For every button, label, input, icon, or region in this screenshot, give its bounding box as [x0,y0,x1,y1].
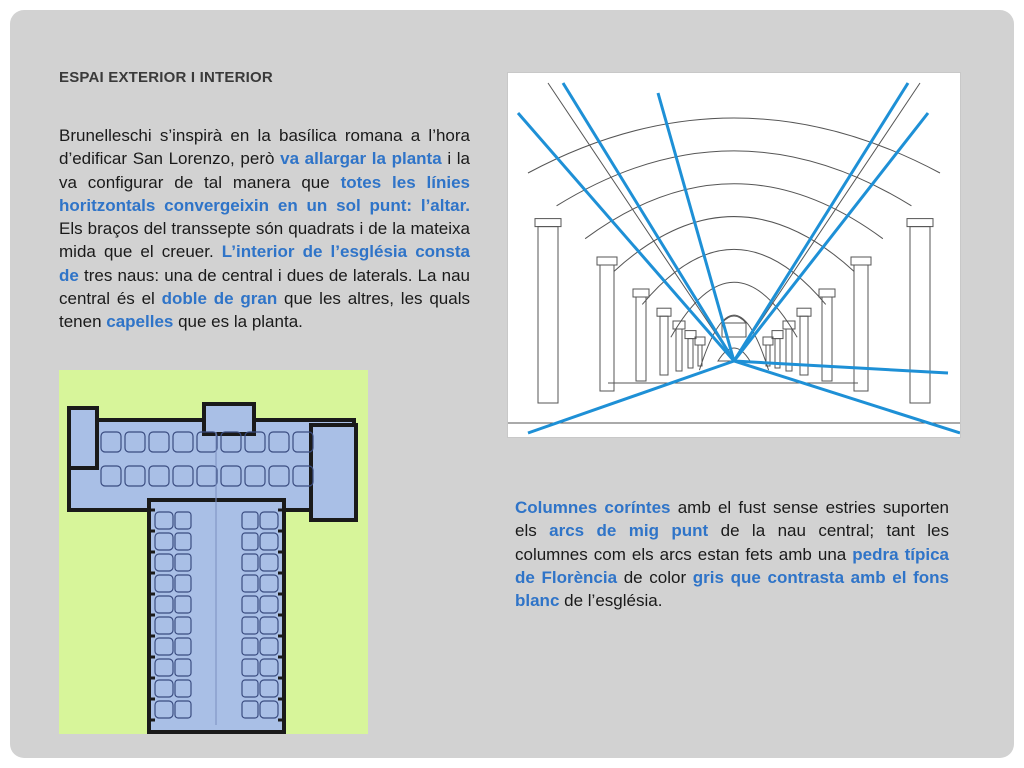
caption-segment: arcs de mig punt [549,521,709,541]
main_text-segment: la planta. [233,312,303,332]
caption-segment: amb el fust sense estries suporten els [515,498,949,541]
caption-segment: pedra típica de Florència [515,544,949,587]
columns-caption [515,496,949,612]
interior-perspective-drawing [507,72,961,438]
main_text-segment: que es [173,312,234,332]
slide-heading: ESPAI EXTERIOR I INTERIOR [59,69,273,86]
main_text-segment: tres naus: una de central i dues de laterals. La nau central és el [59,265,470,309]
slide [10,10,1014,758]
caption-segment: Columnes coríntes [515,498,671,517]
main_text-segment: L’interior de l’església consta de [59,242,470,285]
perspective-drawing-icon [508,73,960,437]
main_text-segment: va allargar la planta [280,149,442,169]
main_text-segment: totes les línies horitzontals convergeixin en un sol punt: l’altar. [59,172,470,215]
main_text-segment: doble de gran [161,289,278,309]
caption-segment: de l’església. [559,591,663,611]
caption-segment: gris que contrasta amb el fons blanc [515,567,949,611]
main_text-segment: que les altres, les quals tenen [59,289,470,332]
main_text-segment: Brunelleschi s’inspirà en la basílica romana a l’hora d’edificar San Lorenzo, però [59,126,470,169]
main_text-segment: Els braços del transsepte són quadrats i de la mateixa mida que el creuer. [59,219,470,262]
caption-segment: de la nau central; tant les columnes com els arcs estan fets amb una [515,521,949,564]
main-paragraph [59,124,470,334]
caption-segment: de color [617,567,693,587]
floor-plan-image [59,370,368,734]
floor-plan-icon [59,370,368,734]
main_text-segment: i la va configurar de tal manera que [59,149,470,192]
main_text-segment: capelles [106,312,174,332]
